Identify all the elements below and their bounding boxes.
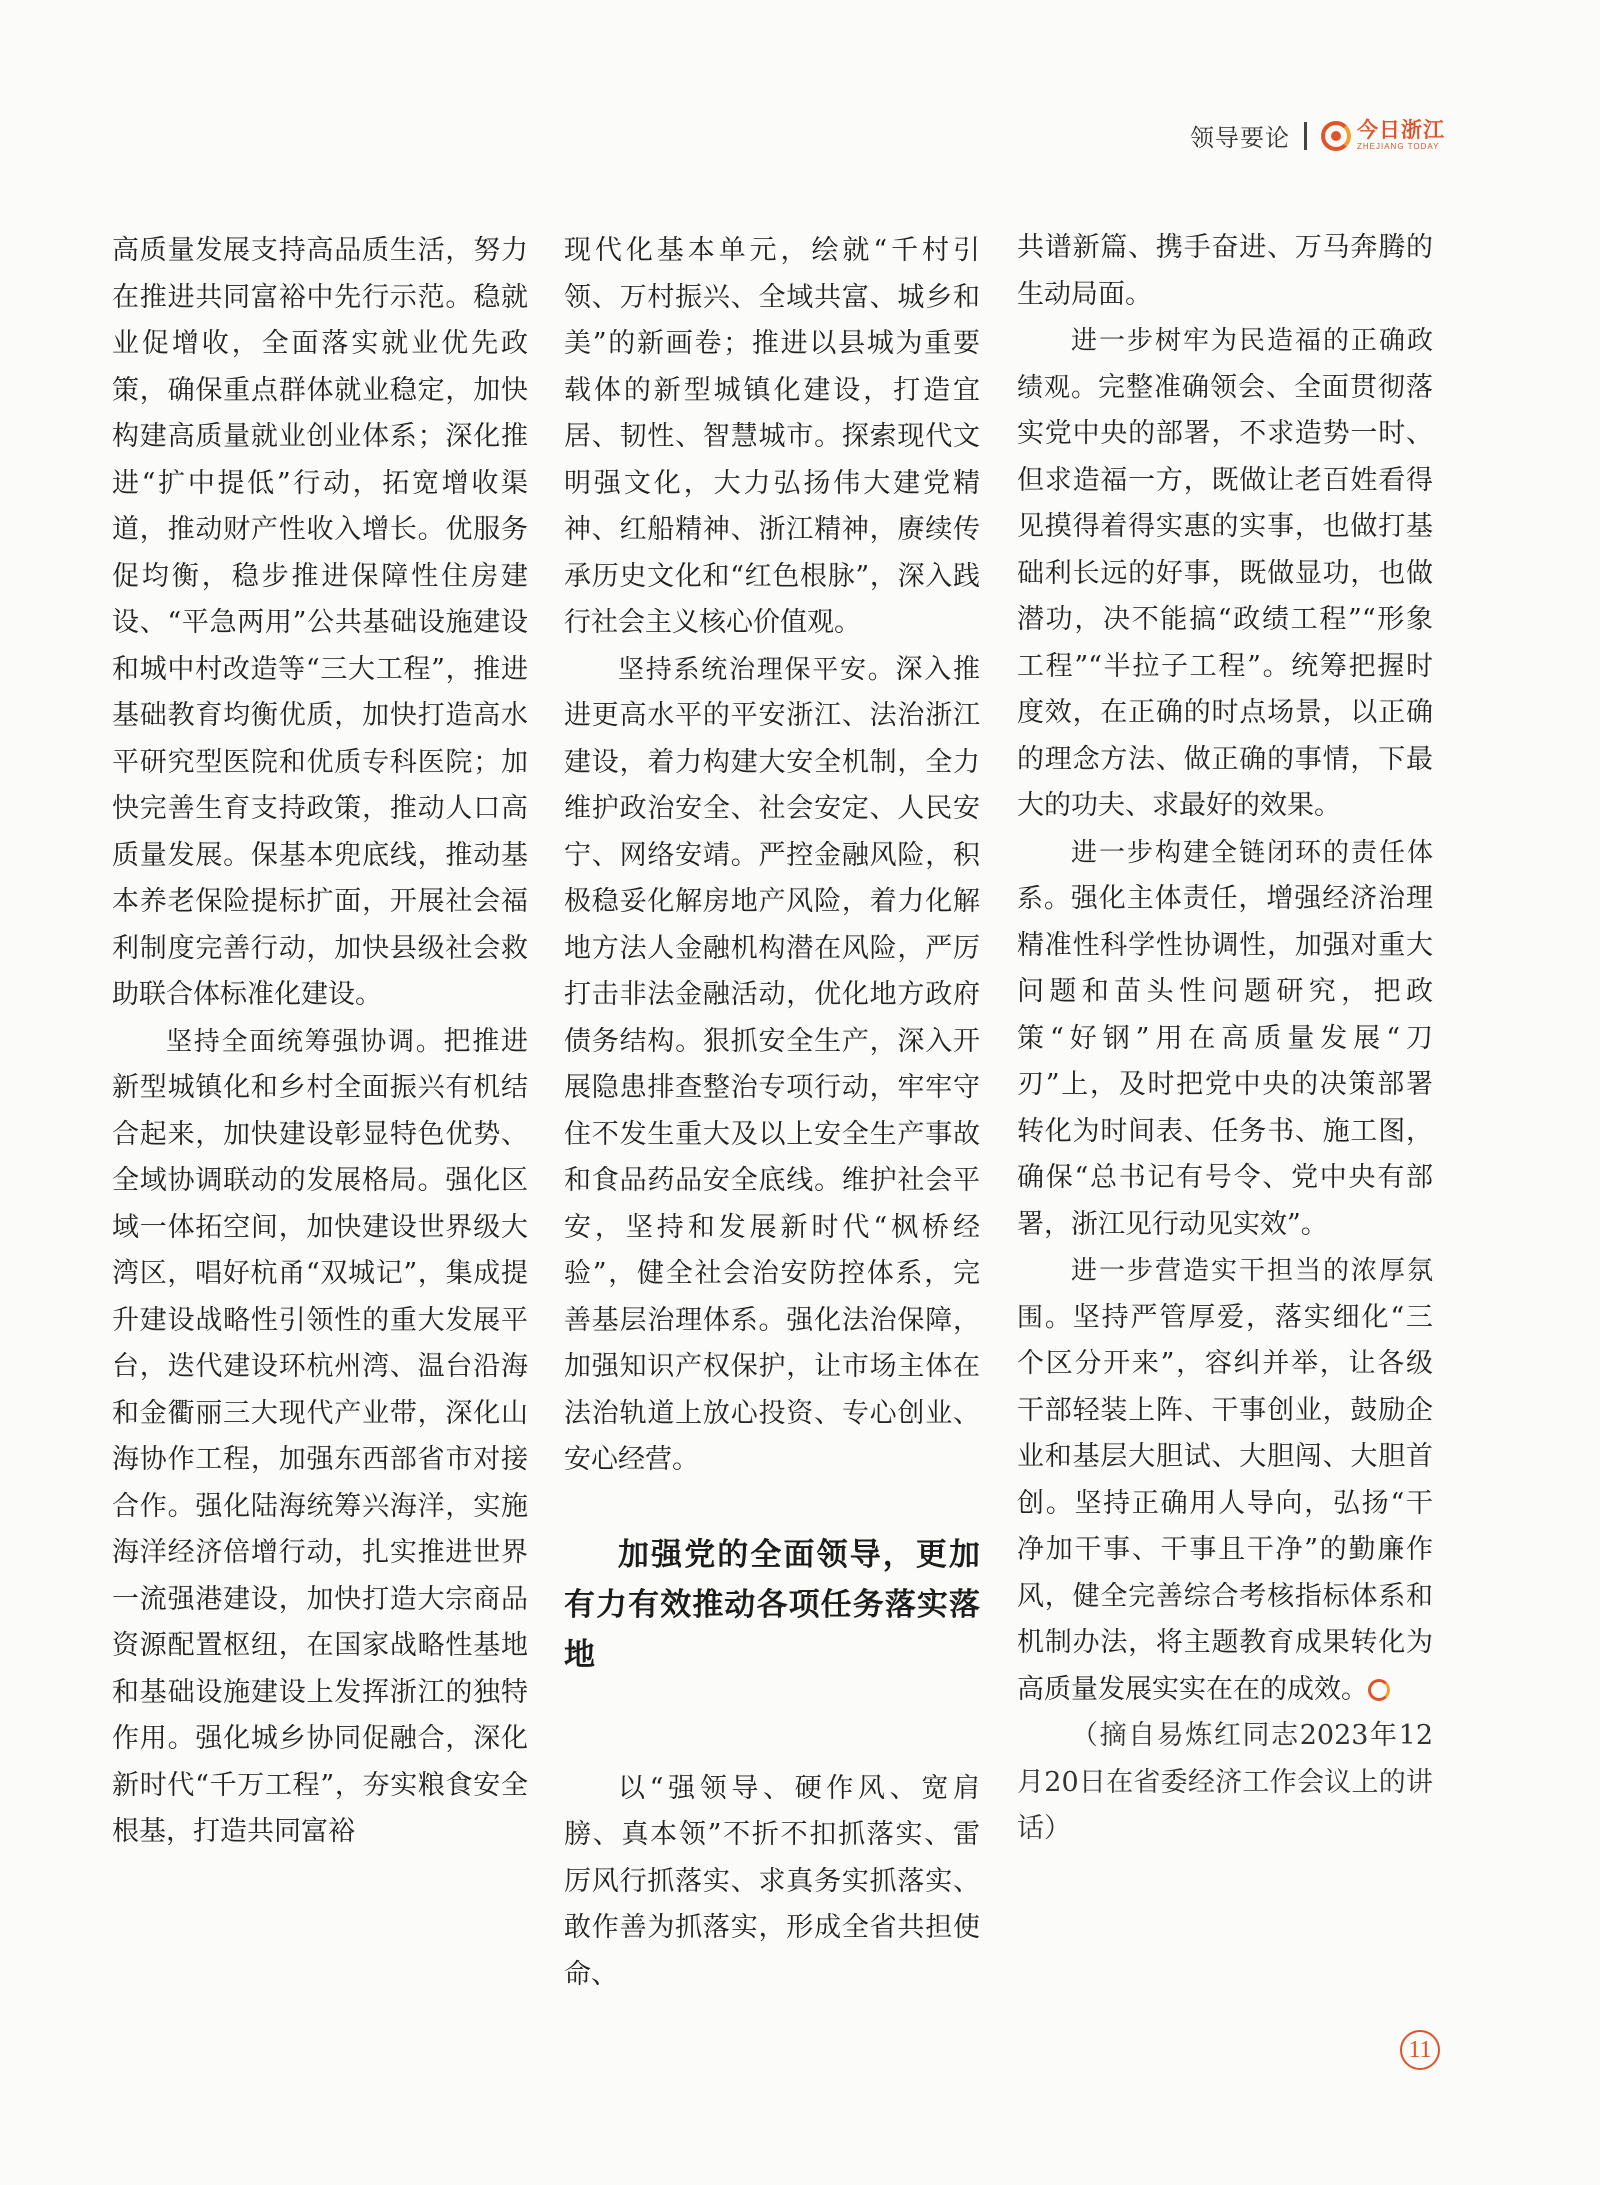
logo-text — [1357, 120, 1445, 151]
paragraph — [564, 647, 980, 1484]
paragraph — [112, 1019, 528, 1856]
section-subheading: 加强党的全面领导，更加有力有效推动各项任务落实落地 — [564, 1536, 980, 1673]
paragraph-body: 坚持严管厚爱，落实细化“三个区分开来”，容纠并举，让各级干部轻装上阵、干事创业，鼓励企业和基层大胆试、大胆闯、大胆首创。坚持正确用人导向，弘扬“干净加干事、干事且干净”的勤廉作风，健全完善综合考核指标体系和机制办法，将主题教育成果转化为高质量发展实实在在的成效。 — [1017, 1301, 1433, 1705]
paragraph: 现代化基本单元，绘就“千村引领、万村振兴、全域共富、城乡和美”的新画卷；推进以县城为重要载体的新型城镇化建设，打造宜居、韧性、智慧城市。探索现代文明强文化，大力弘扬伟大建党精神、红船精神、浙江精神，赓续传承历史文化和“红色根脉”，深入践行社会主义核心价值观。 — [564, 235, 980, 638]
page-number: 11 — [1400, 2030, 1440, 2070]
paragraph: 共谱新篇、携手奋进、万马奔腾的生动局面。 — [1017, 232, 1433, 310]
column-1 — [112, 228, 528, 1856]
paragraph-lead: 进一步构建全链闭环的责任体系。 — [1017, 837, 1433, 914]
paragraph-body: 完整准确领会、全面贯彻落实党中央的部署，不求造势一时、但求造福一方，既做让老百姓看得见摸得着得实惠的实事，也做打基础利长远的好事，既做显功，也做潜功，决不能搞“政绩工程”“形象工程”“半拉子工程”。统筹把握时度效，在正确的时点场景，以正确的理念方法、做正确的事情，下最大的功夫、求最好的效果。 — [1017, 371, 1433, 821]
end-mark-icon — [1368, 1679, 1390, 1701]
paragraph-lead: 进一步营造实干担当的浓厚氛围。 — [1017, 1256, 1433, 1333]
column-2 — [564, 228, 980, 1998]
logo-icon — [1321, 121, 1351, 151]
paragraph-lead: 坚持系统治理保平安。 — [618, 654, 896, 685]
paragraph-body: 深入推进更高水平的平安浙江、法治浙江建设，着力构建大安全机制，全力维护政治安全、社会安定、人民安宁、网络安靖。严控金融风险，积极稳妥化解房地产风险，着力化解地方法人金融机构潜在风险，严厉打击非法金融活动，优化地方政府债务结构。狠抓安全生产，深入开展隐患排查整治专项行动，牢牢守住不发生重大及以上安全生产事故和食品药品安全底线。维护社会平安，坚持和发展新时代“枫桥经验”，健全社会治安防控体系，完善基层治理体系。强化法治保障，加强知识产权保护，让市场主体在法治轨道上放心投资、专心创业、安心经营。 — [564, 653, 980, 1475]
source-note: （摘自易炼红同志2023年12月20日在省委经济工作会议上的讲话） — [1017, 1720, 1433, 1844]
paragraph-lead: 坚持全面统筹强协调。 — [166, 1026, 444, 1057]
page-header — [1190, 118, 1445, 153]
logo-cn: 今日浙江 — [1357, 118, 1445, 142]
paragraph-lead: 进一步树牢为民造福的正确政绩观。 — [1017, 326, 1433, 403]
paragraph: 高质量发展支持高品质生活，努力在推进共同富裕中先行示范。稳就业促增收，全面落实就业优先政策，确保重点群体就业稳定，加快构建高质量就业创业体系；深化推进“扩中提低”行动，拓宽增收渠道，推动财产性收入增长。优服务促均衡，稳步推进保障性住房建设、“平急两用”公共基础设施建设和城中村改造等“三大工程”，推进基础教育均衡优质，加快打造高水平研究型医院和优质专科医院；加快完善生育支持政策，推动人口高质量发展。保基本兜底线，推动基本养老保险提标扩面，开展社会福利制度完善行动，加快县级社会救助联合体标准化建设。 — [112, 235, 528, 1010]
paragraph — [1017, 830, 1433, 1249]
header-divider — [1304, 122, 1307, 150]
column-3 — [1017, 225, 1433, 1853]
paragraph — [1017, 1248, 1433, 1713]
paragraph-body: 把推进新型城镇化和乡村全面振兴有机结合起来，加快建设彰显特色优势、全域协调联动的发展格局。强化区域一体拓空间，加快建设世界级大湾区，唱好杭甬“双城记”，集成提升建设战略性引领性的重大发展平台，迭代建设环杭州湾、温台沿海和金衢丽三大现代产业带，深化山海协作工程，加强东西部省市对接合作。强化陆海统筹兴海洋，实施海洋经济倍增行动，扎实推进世界一流强港建设，加快打造大宗商品资源配置枢纽，在国家战略性基地和基础设施建设上发挥浙江的独特作用。强化城乡协同促融合，深化新时代“千万工程”，夯实粮食安全根基，打造共同富裕 — [112, 1025, 528, 1847]
paragraph — [1017, 318, 1433, 830]
section-title: 领导要论 — [1190, 124, 1290, 152]
paragraph: 以“强领导、硬作风、宽肩膀、真本领”不折不扣抓落实、雷厉风行抓落实、求真务实抓落实、敢作善为抓落实，形成全省共担使命、 — [564, 1772, 980, 1990]
logo-en: ZHEJIANG TODAY — [1357, 142, 1440, 151]
paragraph-body: 强化主体责任，增强经济治理精准性科学性协调性，加强对重大问题和苗头性问题研究，把政策“好钢”用在高质量发展“刀刃”上，及时把党中央的决策部署转化为时间表、任务书、施工图，确保“总书记有号令、党中央有部署，浙江见行动见实效”。 — [1017, 883, 1433, 1240]
magazine-logo — [1321, 120, 1445, 151]
